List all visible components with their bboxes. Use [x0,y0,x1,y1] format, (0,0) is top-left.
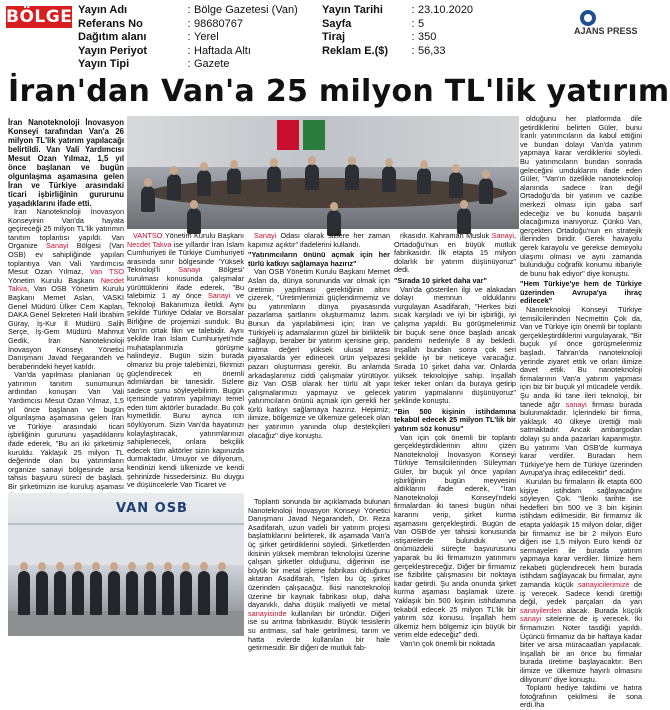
article-column-3-lower [248,497,390,653]
highlight-keyword: Van TSO [89,267,124,277]
meta-row: Yayın Tipi : Gazete [78,58,230,70]
meta-key: Yayın Tarihi [322,4,383,16]
highlight-keyword: Necdet Takva [8,275,124,294]
paragraph: rikasıdır. Kahraman Musluk Sanayi, Ortadoğu'nun en büyük mutluk fabrikasıdır. İlk etapta 15 milyon dolarlık bir yatırım düşünüyoruz" dedi. [394,231,516,275]
meta-value: 23.10.2020 [418,4,474,16]
article-column-4 [394,231,516,648]
group-photo [8,493,244,636]
meta-key: Dağıtım alanı [78,31,147,43]
meta-key: Yayın Tipi [78,58,130,70]
meta-key: Tiraj [322,31,346,43]
subheading: "Sırada 10 şirket daha var" [394,275,487,285]
clipping-header [0,0,650,70]
article-column-2 [127,231,245,490]
meta-key: Reklam E.($) [322,44,389,57]
subheading: "Yatırımcıların önünü açmak için her türlü katkıyı sağlamaya hazırız" [248,250,390,268]
highlight-keyword: VANTSO [133,231,163,240]
article-lead: İran Nanoteknoloji İnovasyon Konseyi tarafından Van'a 26 milyon TL'lik yatırım yapılacağı belirtildi. Van Vali Yardımcısı Mesut Ozan Yılmaz, 1,5 yıl önce başlanan ve bugün olgunlaşma aşamasına gelen İran ve Türkiye arasındaki ticari işbirliğinin gururunu yaşadıklarını ifade etti. [8,118,124,208]
meta-value: 98680767 [194,17,243,30]
paragraph: Sanayi Odası olarak sizlere her zaman kapımız açıktır" ifadelerini kullandı. [248,231,391,249]
meta-row: Yayın Tarihi : 23.10.2020 [322,4,474,16]
meta-row: Reklam E.($) : 56,33 [322,44,446,57]
meta-value: 56,33 [418,44,446,57]
subheading: "Bin 500 kişinin istihdamına tekabül edecek 25 milyon TL'lik bir yatırım söz konusu" [394,406,516,434]
meta-row: Dağıtım alanı : Yerel [78,31,219,43]
paragraph: Toplantı hediye takdimi ve hatıra fotoğrafının çekilmesi ile sona erdi.İha [520,683,642,710]
paragraph: Toplantı sonunda bir açıklamada bulunan Nanoteknoloji İnovasyon Konseyi Yönetici Danışmanı Javad Negarandeh, Dr. Reza Asadifarah, uzun vadeli bir yatırım projesi başlattıklarını belirterek, ilk aşamada Van'a üç şirket getirdiklerini söyledi. Şirketlerden ikisinin yüksek membran teknolojisi üzerine çalışan şirketler olduğunu, diğerinin ise büyük bir metal işleme fabrikası olduğunu aktaran Asadifarah, "İşlen bu üç şirket üzerinden çalışacağız. İkisi nanoteknoloji üzerine bir kaynak fabrikası olup, daha dayanıklı, daha düşük maliyetli ve metal sanayisinde kullanılan bir üründür. Diğeri ise su arıtma fabrikasıdır. Büyük tesislerin su arıtması, saf hale getirilmesi, tarım ve hatta evlerde kullanılan bir hale getirmesidir. Bir diğeri de mutluk fab- [248,497,390,653]
paragraph: Van'da yapılması planlanan üç yatırımın tanıtım sunumunun ardından konuşan Van Vali Yardımcısı Mesut Ozan Yılmaz, 1,5 yıl önce başlanan ve bugün olgunlaşma aşamasına gelen İran ve Türkiye arasındaki ticari işbirliğinin gururunu yaşadıklarını ifade ederek, "Bu an iki şirketimiz kuruldu. Yaklaşık 25 milyon TL değerinde olan bu yatırımların organize sanayi bölgesinde arsa tahsis başvuru süreci de başladı. Bir şirketimizin ise kuruluş aşaması [8,370,124,491]
article-column-5 [520,114,643,710]
highlight-keyword: Sanayi [491,231,514,240]
article-column-3 [248,232,390,488]
newspaper-logo: BÖLGE [6,7,73,27]
meta-value: Haftada Altı [194,44,251,57]
paragraph: Van OSB Yönetim Kurulu Başkanı Memet Aslan da, dünya sorununda var olmak için üretimin yapılması gerektiğinin altını çizerek, "Üretimlerimizi güçlendirmemiz ve bu yatırımların dünya piyasasında pazarlama şartlarını oluşturmamız lazım. Bunun da yapılabilmesi için; İran ve Türkiyeli iş adamalarının güzel bir birliktelik sağlayıp, beraber bir yatırım içerisine girip, katma değeri yüksek ulusal arası piyasalarda yer edinecek ürün yelpazesi pazarı oluşturması gerekir. Bu anlamda arkadaşlarımız ciddi çalışmalar yürütüyor. Biz Van OSB olarak her türlü alt yapı çalışmalarımızı yapmayız ve gelecek yatırımcıların önünü açmak için gerekli her türlü katkıyı sağlamaya hazırız. Hepimiz; ilimize, bölgemize ve ülkemize gelecek olan her yatırımın yanında olup destekçileri olacağız" diye konuştu. [248,267,390,440]
meta-value: Yerel [194,31,219,43]
highlight-keyword: sanayisinde [248,608,287,618]
subheading: "Hem Türkiye'ye hem de Türkiye üzerinden Avrupa'ya ihraç edilecek" [520,279,642,306]
article-headline: İran'dan Van'a 25 milyon TL'lik yatırım [8,74,670,109]
meta-value: Gazete [194,58,230,70]
meta-key: Yayın Periyot [78,44,148,57]
meta-key: Yayın Adı [78,4,128,16]
highlight-keyword: Sanayi [207,291,231,301]
meta-value: 350 [418,31,437,43]
meta-row: Yayın Periyot : Haftada Altı [78,44,251,57]
meta-value: 5 [418,17,425,30]
agency-logo-icon [580,10,596,26]
highlight-keyword: sanayilerden [520,605,562,615]
highlight-keyword: Sanayi [178,265,201,275]
meta-key: Sayfa [322,17,352,30]
paragraph: İran Nanoteknoloji İnovasyon Konseyinin Van'da hayata geçireceği 25 milyon TL'lik yatırımın tanıtım toplantısı yapıldı. Van Organize Sanayi Bölgesi (Van OSB) ev sahipliğinde yapılan toplantıya Van Vali Yardımcısı Mesut Ozan Yılmaz, Van TSO Yönetim Kurulu Başkanı Necdet Takva, Van OSB Yönetim Kurulu Başkanı Memet Aslan, VASKİ Genel Müdürü Ülker Cem Kaplan, DAKA Genel Sekreteri Halil İbrahim Güray, İş-Kur İl Müdürü Salih Serçe, İş-Gem Müdürü Mahmut Gedik, İran Nanoteknoloji İnovasyon Konseyi Yönetici Danışmanı Javad Negarandeh ve beraberindeki heyet katıldı. [8,207,124,371]
highlight-keyword: sanayi [520,614,542,624]
paragraph: Van'da gösterilen ilgi ve alakadan dolayı memnun olduklarını vurgulayan Asadifarah, "Herkes bizi sıcak karşıladı ve iyi bir işbirliği, iyi çalışma yapıldı. Bu görüşmelerimiz bir buçuk sene önce başladı ancak pandemi nedeniyle 8 ay bekledi. İnşallah bundan sonra çok seri şekilde iyi bir neticeye varacağız. Sırada 10 şirket daha var. Onlarda yüksek teknolojiye sahip. İnşallah teker teker onları da buraya getirip yatırım yapmalarını düşünüyoruz" şeklinde konuştu. [394,284,516,406]
meta-right [322,4,473,58]
paragraph: Kurulan bu firmaların ilk etapta 600 kişiye istihdam sağlayacağını söyleyen Çok, "İleriki tarihte ise hedefleri bin 500 ve 3 bin kişinin istihdam edilmesidir. Bir firmamız ilk etapta yaklaşık 15 milyon dolar, diğer bir firmamız ise bir 2 milyon Euro diğeri ise 1,5 milyon Euro kendi öz sermayeleri ile burada yatırım yapmaya karar verdiler. İlimize hem rekabeti güçlendirecek hem burada istihdam sağlayacak bu firmalar, aynı zamanda küçük sanayicilerimize de iş verecek. Sadece kendi ürettiği değil, yedek parçaları da yan sanayilerden alacak. Burada küçük sanayi sitelerine de iş verecek. İki firmamızın Noter tasdiği yapıldı. Üçüncü firmamız da bir haftaya kadar biter ve arsa müracaatları yapılacak. İnşallah bir an önce bu firmalar burada üretime başlayacaktır. Ben ilimize ve ülkemize hayırlı olmasını diliyorum" diye konuştu. [520,476,643,684]
meta-row: Referans No : 98680767 [78,17,243,30]
highlight-keyword: Sanayi [46,241,69,251]
highlight-keyword: Necdet Takva [127,239,172,249]
paragraph: olduğunu her platformda dile getirdiklerini belirten Güler, bunu İranlı yatırımcıların da kabul ettiğini ve bundan dolayı Van'da yatırım yapmaya karar verdiklerini söyledi. Bu yatırımcıların bundan sonrada geleceğini umduklarını ifade eden Güler, "Van'ın özellikle nanoteknoloji alanında sadece İran değil Ortadoğu'da bir yatırım ve cazibe merkezi olması için gaba sarf edeceğiz ve bu konuda başarılı olacağımıza inanıyoruz. Çünkü Van, gerçekten Ortadoğu'nun en stratejik illerinden biridir. Gerek havayolu gerek karayolu ve gerekse demiryolu ulaşımı olması ve aynı zamanda bulunduğu coğrafik konumu itibariyle de bunu hak ediyor" diye konuştu. [520,114,642,278]
meta-row: Tiraj : 350 [322,31,437,43]
building-sign: VAN OSB [116,501,188,516]
meeting-photo [127,116,519,229]
paragraph: Nanoteknoloji Konseyi Türkiye temsilcilerinden Necmettin Çok da, Van ve Türkiye için önemli bir toplantı gerçekleştirdiklerini vurgulayarak, "Bir buçuk yıl önce görüşmelerimiz başladı. Tahran'da nanoteknoloji yerinde ziyaret ettik ve orları ilimize davet ettik. Bu nanoteknoloji firmalarının Van'a yatırım yapması için biz bir buçuk yıl mücadele verdik. Şu anda iki tane ileri teknoloji, bir tanede ağır sanayi firması burada bulunmaktadır. İçlerindeki bir firma, yaklaşık 40 ülkeye ürettiği malı satmaktadır. Ancak ambargodan dolayı şu anda pazarları kapanmıştır. Bu yatırımı Van OSB'de kurmaya karar verdiler. Buradan hem Türkiye'ye hem de Türkiye üzerinden Avrupa'ya ihraç edilecektir" dedi. [520,305,643,478]
paragraph: Van için çok önemli bir toplantı gerçekleştirdiklerinin altını çizen Nanoteknoloji İnovasyon Konseyi Türkiye Temsilcilerinden Süleyman Güler, bir buçuk yıl önce yapılan işbirliğinin bugün meyvesini aldıklarını ifade ederek, "İran Nanoteknoloji Konseyi'ndeki firmalardan iki tanesi bugün nihai kararını verip, şirket kurma aşamasını gerçekleştirdi. Bugün de Van OSB'de yer tahsisi konusunda istişarelerde bulunduk ve önümüzdeki süreçte başvurusunu yaparak bu iki firmamızın yatırımını gerçekleştireceğiz. Diğer bir firmamız ise fizibilite çalışmasını bir noktaya kadar getirdi. Şu anda onunda şirket kurma aşaması başlamak üzere. Yaklaşık bin 500 kişinin istihdamına tekabül edecek 25 milyon TL'lik bir yatırım söz konusu. İnşallah hem ülkemiz hem bölgemiz için büyük bir verim elde edeceğiz" dedi. [394,432,516,640]
paragraph: Van'ın çok önemli bir noktada [400,638,495,648]
highlight-keyword: sanayicilerimize [577,580,630,590]
highlight-keyword: Sanayi [254,231,277,240]
meta-row: Yayın Adı : Bölge Gazetesi (Van) [78,4,298,16]
agency-name: AJANS PRESS [574,26,638,36]
article-column-1 [8,118,124,490]
meta-row: Sayfa : 5 [322,17,425,30]
highlight-keyword: sanayi [565,399,587,409]
meta-left [78,4,298,72]
paragraph: VANTSO Yönetim Kurulu Başkanı Necdet Takva ise yıllardır İran İslam Cumhuriyeti ile Türkiye Cumhuriyeti arasında sınır bölgesinde 'Yüksek Teknoloji'li Sanayi Bölgesi' kurulması konusunda çalışmalar yürüttüklerini ifade ederek, "Bu talebimiz 1 ay önce Sanayi ve Teknoloji Bakanımıza iletildi. Aynı şekilde Türkiye Odalar ve Borsalar Birliğine de projemizi sunduk. Bu Van'ın ortak fikri ve talebidir. Aynı şekilde İran İslam Cumhuriyeti'nde muhataplarımızla görüşme halindeyiz. Bugün sizin burada olmanız bu proje talebimizi, fikrimizi güçlendirecek en önemli adımlardan bir tanesidir. Sizlere sadece şunu söyleyebilirim. Bugün içerisinde yatırım yapılmayı temel eden tüm aktörler buradadır. Bu çok kıymetlidir. Bunu ayrıca icin söylüyorum. Sizin Van'da hayatınızı kolaylaştıracak, yatırımlarınızı sahiplenecek, onlara bekçilik edecek tüm aktörler sizin kapınızda durmaktadır. Umuyor ve diliyorum, kendinizi kendi ülkenizde ve kendi şehrinizde hissedersiniz. Bu duygu ve düşüncelerle Van Ticaret ve [127,231,245,490]
meta-value: Bölge Gazetesi (Van) [194,4,298,16]
meta-key: Referans No [78,17,143,30]
